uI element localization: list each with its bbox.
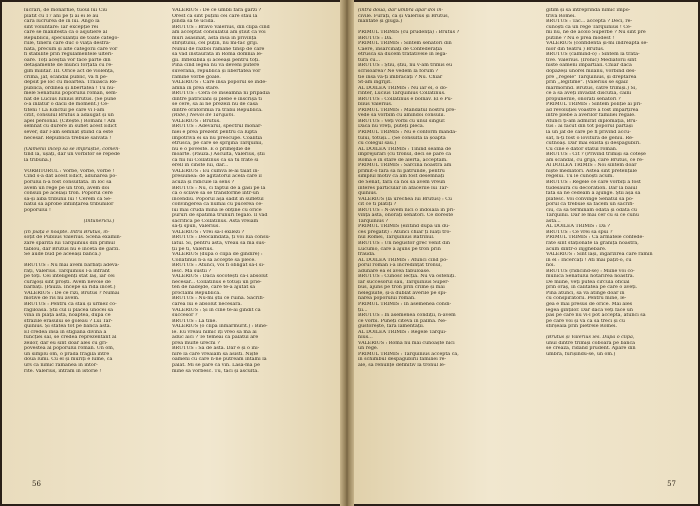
text-line: detașamente de munci forțată cu re- xyxy=(24,63,113,69)
text-line: sacrifica pe Collatinus. Asta vreiam xyxy=(172,218,259,224)
text-line: necesar... Collatinus e totuși un prie- xyxy=(172,279,262,285)
text-line: rămîne vorbe goale. xyxy=(172,74,221,80)
text-line: crimă, jaf, scandal public, va fi pe- xyxy=(24,74,108,80)
text-line: adunare ea el avea fabuloase. xyxy=(358,268,431,274)
text-line: proclami Republica. xyxy=(172,290,221,296)
text-line: hiei e prea prezent pentru ca lupta xyxy=(172,130,257,136)
text-line: porului n-a fost consultată. In loc să xyxy=(24,179,112,185)
text-line: vede să vorbim cu amîndoi consulii. xyxy=(358,113,446,119)
text-line: gustorește, fără lamentații. xyxy=(358,324,425,330)
text-line: BRUTUS (ridicînd-se) : Mîine voi co- xyxy=(546,268,635,274)
text-line: care se manifestă ca o asjutiere al xyxy=(24,30,108,36)
text-line: Al DOILEA TRIMIS : Noi sintem doar xyxy=(546,163,637,169)
text-line: scrisoarea? Ne vedem la forum ? xyxy=(358,69,438,75)
text-line: munica Senatului hotărîrea noastră. xyxy=(546,274,635,280)
text-line: prin ,,legitime". (Valerius se sgâiz xyxy=(546,80,628,86)
text-line: lui mai crudă mîna le obține cu orice xyxy=(172,207,262,213)
text-line: ce a să aveți invadat discutia, caini xyxy=(546,91,632,97)
text-line: BRUTUS : Știu, știu, nu v-am trimis eu xyxy=(358,63,453,69)
text-line: dintre oratorimia ra trăbii Republica. xyxy=(172,107,263,113)
text-line: fata sa ne cedeam a ajunge. Știi așa să xyxy=(546,191,641,197)
text-line: tie însă vă-ți îmbrăcați ? Nu. Chiar xyxy=(358,74,443,80)
text-line: porul roman i-a încredințat tronul, xyxy=(358,263,442,269)
text-line: tului, totuși... (Se consultă la șoaptă xyxy=(358,135,446,141)
text-line: prea multe urechi ? xyxy=(172,340,220,346)
text-line: Iar succesorul său, Tarquinius Super- xyxy=(358,279,450,285)
text-line: Tarquinius ? xyxy=(358,218,388,224)
text-line: rîte. Valerius, intrăm în istorie ! xyxy=(24,368,102,374)
text-line: nul Romei, Tarquinius Bătrînul. xyxy=(358,235,435,241)
text-line: ale, să renunțe definitiv la tronul le- xyxy=(358,363,446,368)
text-line: consuli pe același tron. Poporul cere xyxy=(24,191,113,197)
text-line: sat, n-ți fost o lovitură de geniu. Re- xyxy=(546,135,634,141)
text-line: Nunul de război rămâne tinsp de care xyxy=(172,46,265,52)
text-line: cu colegul său.) xyxy=(358,141,397,147)
text-line: BRUTUS : Nu, ci faptul de a găsi pe la xyxy=(172,185,266,191)
text-line: AL DOILEA TRIMIS : Da ? xyxy=(546,224,610,230)
text-line: cara lucrurea de în lui. Ango la xyxy=(24,19,102,25)
text-line: nată, precum și alte categorii care vor xyxy=(24,46,118,52)
text-line: PRIMUL TRIMIS (ezitînd după un du- xyxy=(358,224,450,230)
text-line: (In piață e noapte. Intră Brutus, în- xyxy=(24,229,110,235)
text-line: dopăzeși unorel milanu, vorbind des- xyxy=(546,69,636,75)
text-line: ții... xyxy=(358,307,368,313)
text-line: BRUTUS : Nu mai avem bărbați adevă- xyxy=(24,263,120,269)
text-line: VALERIUS : De ce rîzi, Brutus ? Numai xyxy=(24,290,120,296)
text-line: narea poporului roman. xyxy=(358,296,416,302)
text-line: niste oameni împartiali. Chiar dacă xyxy=(546,63,632,69)
text-line: porul că trebuie să facem un sacrifi- xyxy=(546,202,635,208)
text-line: tudesaura cu decoration. Dar la baiul xyxy=(546,185,637,191)
text-line: BRUTUS : Collatinus e bolnav. El e Pu- xyxy=(358,96,453,102)
text-line: BRUTUS : Un negustor grec venit din xyxy=(358,240,450,246)
text-line: am scandal, cu grijă, care Brutus, ce re- xyxy=(546,157,644,163)
left-page xyxy=(2,2,346,504)
text-line: cit ce ti plătiți ? xyxy=(358,202,397,208)
text-line: PRIMUL TRIMIS : Sintem senatori din xyxy=(358,41,452,47)
text-line: palat. Mi se pare că vin. Lasă-mă pe xyxy=(172,363,260,368)
text-line: Atunci ți-am admirat diplomația, Bru- xyxy=(546,118,638,124)
right-page xyxy=(350,2,698,504)
text-line: împrejurări (cu tronul, deci se pare că xyxy=(358,152,452,158)
text-line: Republicii, speculanții de toate catego- xyxy=(24,35,119,41)
left-page-column-2 xyxy=(172,8,322,374)
text-line: ces pregătit) : Atunci chiar ți luați tro- xyxy=(358,229,451,235)
text-line: Pînă atunci, să vă atinge doar în xyxy=(546,290,625,296)
text-line: AL DOILEA TRIMIS : Atunci cînd po- xyxy=(358,257,448,263)
text-line: semnat cu durere în suflet acest Edict xyxy=(24,124,117,130)
text-line: nu e o poveste. E o primejdie de xyxy=(172,146,251,152)
text-line: AL DOILEA TRIMIS : Tinînd seamă de xyxy=(358,146,452,152)
text-line: sever, dar l-am semnat știind că este xyxy=(24,130,114,136)
text-line: BRUTUS : La tine. xyxy=(172,318,217,324)
text-line: BRUTUS : Să de asta. Dar e și o ini- xyxy=(172,346,260,352)
text-line: rate sînt staționate la granița noastră, xyxy=(546,240,639,246)
text-line: fraudă. xyxy=(358,252,376,258)
text-line: tablou, dar Brutus nu e încetă de gărzi. xyxy=(24,246,120,252)
text-line: nat de Lucius Iunius Brutus. (Se pune xyxy=(24,96,117,102)
text-line: pas pe care nu vi-l pot accepta, atunci să xyxy=(546,313,646,319)
text-line: mine să vorbesc. Tu, taci și ascultă. xyxy=(172,368,259,374)
text-line: (Oamenii încep să se împrăștie, comen- xyxy=(24,146,120,152)
text-line: să-și aibă tribunii lui ! Cerem ca Se- xyxy=(24,196,112,202)
text-line: împotriva ei să nu preocupe. Coalitia xyxy=(172,135,262,141)
text-line: muri asasinat, asta însă în privința xyxy=(172,35,257,41)
text-line: în schimbul despăgubirii familiei re- xyxy=(358,357,447,363)
text-line: El credea însă în stigiana divină a xyxy=(24,329,107,335)
text-line: mi nu, ne de acolo Superbe ? Nu sînt pre xyxy=(546,30,646,36)
text-line: pururi de spatima trunuri fegalo. Il vad xyxy=(172,213,268,219)
text-line: (intră două, dar umbră apar doi în- xyxy=(358,8,444,13)
text-line: PRIMUL TRIMIS (cu prudență) : Brutus ? xyxy=(358,30,460,36)
text-line: prin oraș, în calitatea pe care o aveți. xyxy=(546,285,638,291)
text-line: de Senat, fără ca noi să avem vreun xyxy=(358,179,446,185)
text-line: amnă în prea stare. xyxy=(172,85,220,91)
page-number-right: 57 xyxy=(667,480,676,488)
text-line: BRUTUS : Ce vrei să spui ? xyxy=(546,229,613,235)
text-line: Se aude bud pe aceeași bancă.) xyxy=(24,252,101,258)
text-line: BRUTUS : Nu-mi știi ce ruină. Sacrifi- xyxy=(172,296,265,302)
text-line: VALERIUS : Brutus. xyxy=(172,118,221,124)
text-line: ragiloasă. Știi cul îi plăcea unocei să xyxy=(24,307,113,313)
book-gutter xyxy=(340,0,354,506)
text-line: legea ginților. Dar dacă veți face un xyxy=(546,307,633,313)
text-line: VORBITORUL : Vorbe, vorbe, vorbe ! xyxy=(24,168,115,174)
text-line: unul dintre trimiși coboară pe bancă xyxy=(546,340,636,346)
text-line: VALERIUS (confidentă și-mi îndreaptă se- xyxy=(546,41,648,47)
text-line: noi. xyxy=(546,263,556,269)
text-line: etruscă, pe care se sprijină Tarquinii, xyxy=(172,141,263,147)
text-line: tus : ai făcut din tot poporul părtași xyxy=(546,124,633,130)
text-line: ca o sclave să se transforme într-un xyxy=(172,191,259,197)
text-line: latul. Si, pentru asta, vreau să mă sus- xyxy=(172,240,266,246)
text-line: Cu cine e dator statul roman. xyxy=(546,146,618,152)
text-line: PRIMUL TRIMIS : Tarquinius acceptă ca, xyxy=(358,351,459,357)
text-line: zare sparită lui Tarquinius din primul xyxy=(24,240,115,246)
text-line: un rege. xyxy=(358,346,379,352)
text-line: ții pe ti, Valerius. xyxy=(172,246,214,252)
text-line: oare. Toți aceștia vor face parte din xyxy=(24,57,111,63)
page-number-left: 56 xyxy=(32,480,41,488)
text-line: o-a înlătur o dacii de moment.) Ce- xyxy=(24,102,109,108)
text-line: BRUTUS : Cera ce înseamnă ni pripadia xyxy=(172,91,270,97)
text-line: erell în cinste lui, dar... xyxy=(172,163,229,169)
text-line: putine ? Nu e prea modest ! xyxy=(546,35,615,41)
text-line: riile, tinerii care duc o viață desfrâ- xyxy=(24,41,111,47)
text-line: triva Romei. xyxy=(546,13,576,19)
text-line: plătesc. Voi convinge Senatul să po- xyxy=(546,196,634,202)
text-line: sint voluntare: Iar excepție rei xyxy=(24,24,99,30)
text-line: povestea al poporului roman. Un om, xyxy=(24,346,115,352)
text-line: carea lui e absolut necesară. xyxy=(172,301,242,307)
text-line: în el : Încercați ! Ati mai pățit-o, cu xyxy=(546,257,632,263)
text-line: AL DOILEA TRIMIS : Regele Tarqui- xyxy=(358,329,447,335)
text-line: presiunea: de agitatorul acela care îl xyxy=(172,174,262,180)
text-line: BRUTUS : Cunosc lecția. Nu vă osteniți. xyxy=(358,274,456,280)
text-line: se crează, rîdând prudent. Apare din xyxy=(546,346,636,352)
text-line: cunoști că un rege Tarquinius ! Ce- xyxy=(546,24,632,30)
text-line: la tribună.) xyxy=(24,157,52,163)
text-line: rinter, Lucius Tarquinius Collatinus. xyxy=(358,91,446,97)
text-line: depsit pe loc cu moartea. Trăiască Re- xyxy=(24,80,118,86)
text-line: sfîrșeală prin pietrele Romei. xyxy=(546,324,618,330)
text-line: gim militar. III. Orice act de violență, xyxy=(24,69,115,75)
text-line: quinius. xyxy=(358,191,378,197)
text-line: natul să aprobe înființarea tribunilor xyxy=(24,202,114,208)
text-line: cu conspiratorii. Pentru mine, le- xyxy=(546,296,627,302)
text-line: VALERIUS : De ce umbli fără gărzi ? xyxy=(172,8,262,13)
text-line: publica, ordinea și libertatea ! Tu nu- xyxy=(24,85,115,91)
text-line: suverană, republica și libertatea vor xyxy=(172,69,261,75)
text-line: nire la care vreaiam să asisti. Niște xyxy=(172,351,259,357)
text-line: PRIMUL TRIMIS : Că armatele confede- xyxy=(546,235,644,241)
text-line: avem un rege pe un tron, avem doi xyxy=(24,185,110,191)
text-line: Tarquinii. Dar le mai cer cu si ce cunu xyxy=(546,213,639,219)
text-line: blius Valerius. xyxy=(358,102,393,108)
text-line: tive. Valerius. (Ironic) Mediatorii sint xyxy=(546,57,637,63)
text-line: pîndă să te ucidă. xyxy=(172,19,216,25)
text-line: la un jaf de care pe fi privind accu- xyxy=(546,130,631,136)
text-line: VALERIUS : Sînt lași, ingărzirea care rămîn xyxy=(546,252,653,258)
text-line: tînd la, ușați, dar un vorbitor se repede xyxy=(24,152,120,158)
text-line: Pînă cînd legea nu va deveni putere xyxy=(172,63,260,69)
text-line: primit-o fără să ni pătrunde, pentru xyxy=(358,168,445,174)
text-line: acum dintr-o înjghebare. xyxy=(546,246,607,252)
text-line: nius... xyxy=(358,335,373,341)
text-line: Caere, însărcinați de Confederația xyxy=(358,46,443,52)
text-line: pre ,,regele" Tarquinius, și dreptarea xyxy=(546,74,637,80)
text-line: BRUTUS : Bravo Valerius, din clipa cind xyxy=(172,24,270,30)
text-line: niște mediatori. Astea sînt pretențiile xyxy=(546,168,637,174)
text-line: VALERIUS (după o clipă de gîndire) : xyxy=(172,252,263,258)
text-line: aduc aici ? Te temeai ca palatul are xyxy=(172,335,259,341)
text-line: dintre patriciani și plebe e înscrișa ti xyxy=(172,96,262,102)
text-line: ten de nădejde, care te-a ajutat să xyxy=(172,285,256,291)
left-page-column-1 xyxy=(24,8,174,374)
text-line: BRUTUS : Regele ce care vorbiți a fost xyxy=(546,179,641,185)
text-line: să văd instaurată în Roma domnia le- xyxy=(172,52,263,58)
text-line: BRUTUS : Deocamdată, ți voi lua consu- xyxy=(172,235,271,241)
text-line: PRIMUL TRIMIS : Mandatul nostru pre- xyxy=(358,107,456,113)
text-line: pe toți. Cei inteligenți stat laș, iar cei xyxy=(24,274,115,280)
text-line: apel personal. (Citește.) Romani ! Am xyxy=(24,118,116,124)
text-line: am acceptat consulatul am știut că voi xyxy=(172,30,266,36)
text-line: ad revoluției voastre a fost împărțirea xyxy=(546,107,639,113)
text-line: mantate și glugă.) xyxy=(358,19,403,25)
text-line: St-am ingrijit. xyxy=(358,80,392,86)
text-line: BRUTUS : Adevărul, spectrul monar- xyxy=(172,124,263,130)
text-line: PRIMUL TRIMIS : Sarcina noastră am xyxy=(358,163,452,169)
text-line: zeilor, dar eu sint doar ales cu gri- xyxy=(24,340,108,346)
text-line: motive de rîs nu avem. xyxy=(24,296,80,302)
right-page-column-2 xyxy=(546,8,696,357)
text-line: propunerile, onorati senatori ? xyxy=(546,96,621,102)
text-line: BRUTUS (calmînd-o) : Sintem la trata- xyxy=(546,52,640,58)
text-line: lucrări, de monarhie, tuoul lui Ciu xyxy=(24,8,107,13)
text-line: VALERIUS : Și în cine te-ai gîndit ca xyxy=(172,307,261,313)
text-line: Orest că sint puțini cei care stau la xyxy=(172,13,258,19)
text-line: PRIMUL TRIMIS : In asemenea condi- xyxy=(358,301,452,307)
text-line: între plebe a averilor familiei regale. xyxy=(546,113,636,119)
text-line: gii. Inflexibilă și aceeași pentru toți. xyxy=(172,57,260,63)
text-line: citit, consulul Brutus a adăugat și un xyxy=(24,113,114,119)
text-line: interes particular în afacerile lui Tar- xyxy=(358,185,449,191)
text-line: VALERIUS : Care însă poporul se înde- xyxy=(172,80,267,86)
text-line: plătit cu 17 ani pe ți ai ei le au xyxy=(24,13,99,19)
text-line: gea e mai presus de orice. Mai ales xyxy=(546,301,633,307)
text-line: ce vorbi. Puneți cîteva în palma. Ne- xyxy=(358,318,447,324)
text-line: mele Senatului poporului roman, sem- xyxy=(24,91,118,97)
text-line: BRUTUS : N-avem nici o îndoială în pri- xyxy=(358,207,456,213)
text-line: Lucumo, care a ajuns pe tron prin xyxy=(358,246,441,252)
text-line: BRUTUS : Pentru că stau și urmez co- xyxy=(24,301,117,307)
text-line: să-ți spun, Valerius. xyxy=(172,224,220,230)
text-line: acuză și ridicule la sens ? xyxy=(172,179,235,185)
text-line: succesor ? xyxy=(172,313,198,319)
text-line: pe care voi și vă ca sa treci și cu xyxy=(546,318,625,324)
text-line: oameni cu care n-ne putream întâlni la xyxy=(172,357,267,363)
text-line: etruscă să ducem tratativele în lega- xyxy=(358,52,448,58)
text-line: două lumi. Cu el și muriți e lume, ca xyxy=(24,357,113,363)
text-line: regelui. Tu le cunoști acum. xyxy=(546,174,614,180)
text-line: BRUTUS : Da. xyxy=(358,35,393,41)
text-line: străzile erasului se goleau ? Lui Tar- xyxy=(24,318,113,324)
text-line: PRIMUL TRIMIS : Sîntem poliție ai pri- xyxy=(546,102,642,108)
text-line: VALERIUS (la urechea lui Brutus) : Cu xyxy=(358,196,453,202)
right-page-column-1 xyxy=(358,8,508,369)
text-line: moarte. (Pauză.) Ascultă, Valerius, știi xyxy=(172,152,265,158)
text-line: umbră, furișîndu-se, un om.) xyxy=(546,351,616,357)
text-line: PRIMUL TRIMIS : Nu e conform manda- xyxy=(358,130,457,136)
text-line: VALERIUS : Eu cumva le-ai tăiat în- xyxy=(172,168,260,174)
text-line: nelegiuite, și-a dublat averile pe spi- xyxy=(358,290,447,296)
text-line: (Brutus și Valerius ies. După o clipă, xyxy=(546,335,635,341)
text-line: cutnoaș. Dar mai există și despăgubiri. xyxy=(546,141,641,147)
text-line: bărbați. (Pauză. Incepe să rîdă încet.) xyxy=(24,285,116,291)
text-line: soțit de Publius Valerius. Scena examin- xyxy=(24,235,122,241)
text-line: quinius. Și stătea tot pe banca asta. xyxy=(24,324,112,330)
text-line: nior din teatru ) Brutus. xyxy=(546,46,605,52)
text-line: urs ca nimic rămânea în intor- xyxy=(24,363,98,368)
text-line: că fiii lui Collatinus ca sa tu frate si xyxy=(172,157,259,163)
text-line: necesar. Republica trebuie salvată ! xyxy=(24,135,112,141)
text-line: Cind s-a dat acest Edict, adunarea po- xyxy=(24,174,117,180)
text-line: (Intunericu.) xyxy=(83,218,115,224)
text-line: bus, ajuns pe tron prin crime și mai xyxy=(358,285,445,291)
text-line: civile. Furați, ca și Valerius și Brutus, xyxy=(358,13,450,19)
text-line: se cere, să ai ne prezezi nu de casa xyxy=(172,102,258,108)
text-line: VALERIUS : Vrei să-l exilezi ? xyxy=(172,229,245,235)
text-line: BRUTUS : Tac... acceptă ? Deci, re- xyxy=(546,19,633,25)
text-line: rați, Valerius. Tarquinius l-a înfrânt xyxy=(24,268,110,274)
text-line: titeni ! La Edictul pe care vi l-am xyxy=(24,107,105,113)
text-line: fi stabilite prin regulamentele ulteri- xyxy=(24,52,114,58)
text-line: vința asta, onorați senatori. Ce doreste xyxy=(358,213,454,219)
text-line: (Ride.) Nevoi de Tarquini. xyxy=(172,113,235,119)
text-line: curajoși sint proști. Avem nevoie de xyxy=(24,279,111,285)
text-line: un simplu om, o pradă fragilă între xyxy=(24,351,110,357)
text-line: vină în piața asta, noaptea, după ce xyxy=(24,313,111,319)
text-line: Dacă nu vreți, puteți pleca. xyxy=(358,124,425,130)
text-line: sfîrșitului, cel puțin, nu mi-fac griji. xyxy=(172,41,259,47)
text-line: incendiu. Poporul așa sădit în sufletul xyxy=(172,196,264,202)
text-line: funcției sal, se credea reprezentant al xyxy=(24,335,117,341)
text-line: BRUTUS : Cit ? (Privind trimiși să coteșe xyxy=(546,152,646,158)
text-line: AL DOILEA TRIMIS : Nu iar el, o do- xyxy=(358,85,448,91)
text-line: VALERIUS : Roma nu mai cunoaște nici xyxy=(358,340,455,346)
text-line: asta... xyxy=(546,218,561,224)
text-line: convingerea că numai cu pucerea ce- xyxy=(172,202,263,208)
text-line: Collatinus n-a să accepte să plece. xyxy=(172,257,256,263)
text-line: BRUTUS : Veți vorbi cu unul singur. xyxy=(358,118,446,124)
text-line: gitim și să întreprindă nimic împo- xyxy=(546,8,631,13)
text-line: le. Eu vreau nimic îți vreo să ma ai xyxy=(172,329,257,335)
text-line: simplul motiv că am fost desemnați xyxy=(358,174,445,180)
text-line: ciu, ca să terminăm odată și odată cu xyxy=(546,207,638,213)
text-line: Roma e în stare de alertă, acceptăm. xyxy=(358,157,448,163)
text-line: VALERIUS : Dacă socotești că-i absolut xyxy=(172,274,268,280)
text-line: VALERIUS (o clipă înmărmurit.) : Bine- xyxy=(172,324,268,330)
text-line: tură cu... xyxy=(358,57,381,63)
text-line: BRUTUS : Atunci, voi fi obligat să-l si- xyxy=(172,263,265,269)
text-line: poporului ! xyxy=(24,207,51,213)
text-line: De mîine, veți putea circula oficial xyxy=(546,279,630,285)
text-line: BRUTUS : În asemenea condiții, n-avem xyxy=(358,313,456,319)
text-line: lesc. Mă sustii ? xyxy=(172,268,211,274)
text-line: marmorind. Brutus, către trimiși.) Si, xyxy=(546,85,637,91)
